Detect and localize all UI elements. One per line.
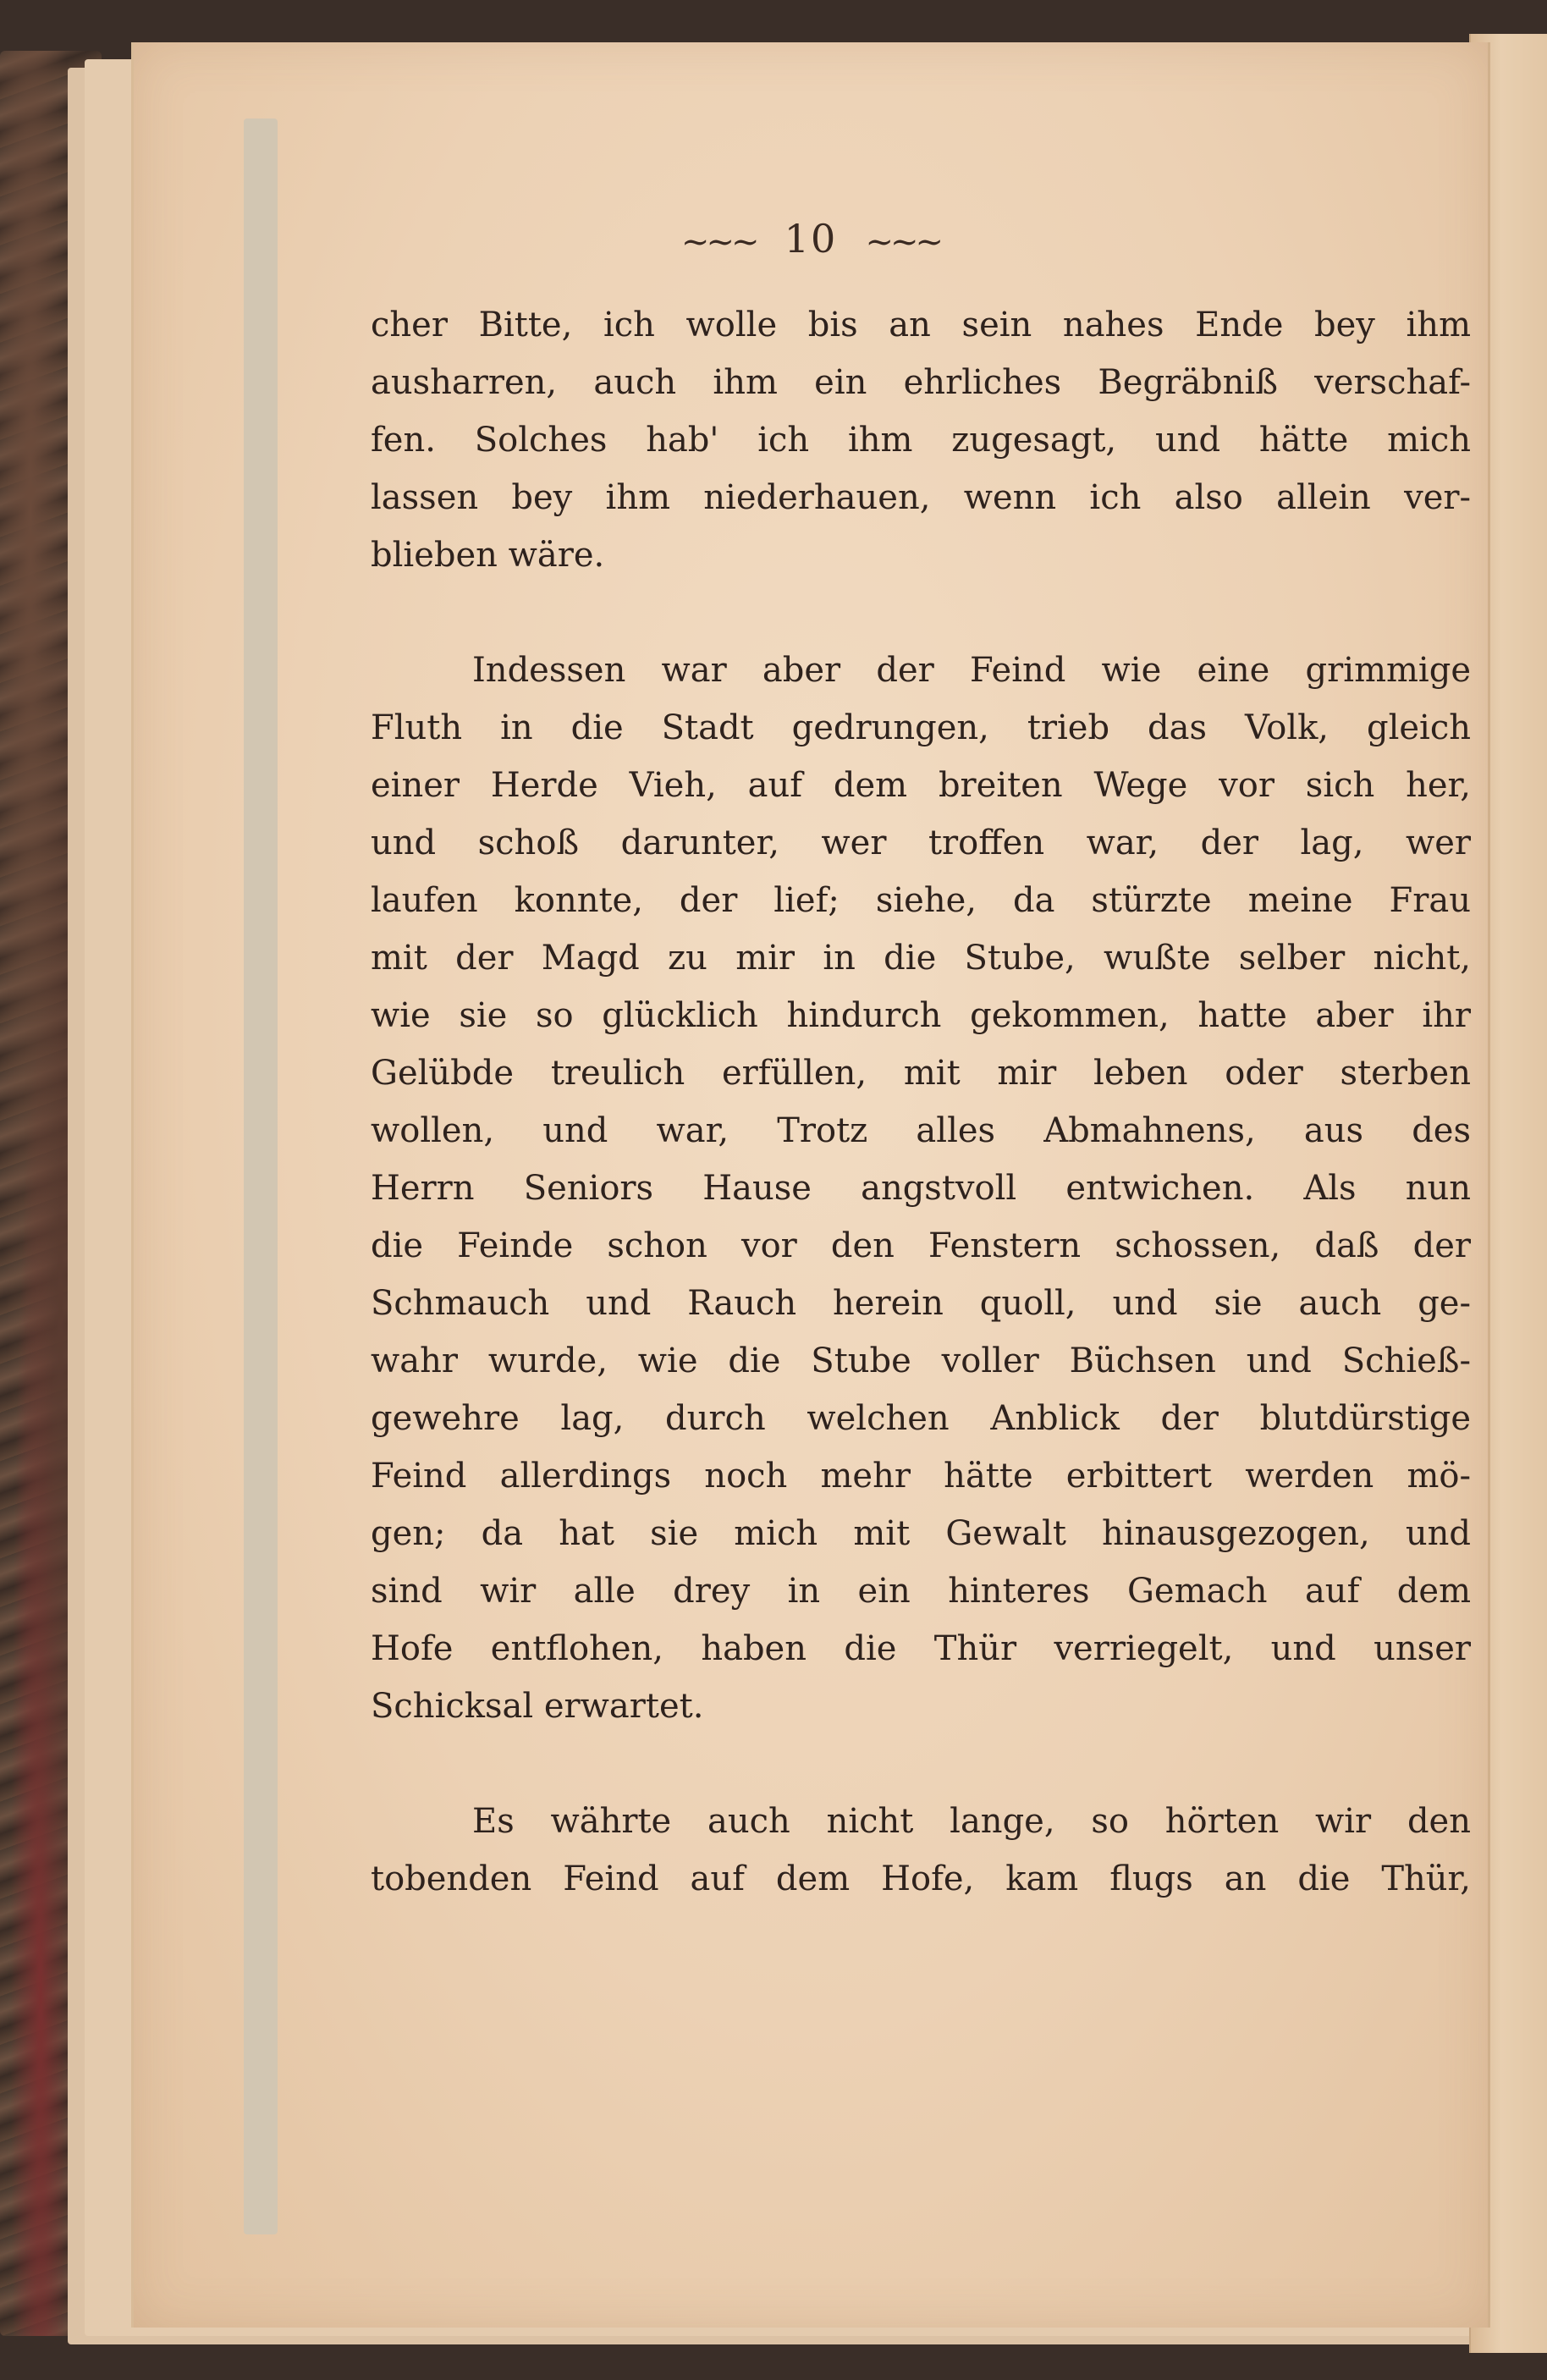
text-line: cher Bitte, ich wolle bis an sein nahes Ende bey ihm [371, 306, 1471, 344]
header-ornament-left: ~~~ [680, 223, 757, 262]
text-line: Fluth in die Stadt gedrungen, trieb das Volk, gleich [371, 708, 1471, 747]
text-line: wollen, und war, Trotz alles Abmahnens, aus des [371, 1111, 1471, 1150]
text-line: lassen bey ihm niederhauen, wenn ich also allein ver- [371, 478, 1471, 517]
text-line: Gelübde treulich erfüllen, mit mir leben oder sterben [371, 1054, 1471, 1093]
page-body-text [371, 296, 1471, 1908]
text-line: ausharren, auch ihm ein ehrliches Begräbniß verschaf- [371, 363, 1471, 402]
text-line: Indessen war aber der Feind wie eine grimmige [472, 651, 1471, 690]
text-line: Herrn Seniors Hause angstvoll entwichen. Als nun [371, 1169, 1471, 1208]
text-line: gewehre lag, durch welchen Anblick der blutdürstige [371, 1399, 1471, 1438]
text-line: laufen konnte, der lief; siehe, da stürzte meine Frau [371, 881, 1471, 920]
text-line: Feind allerdings noch mehr hätte erbittert werden mö- [371, 1457, 1471, 1496]
text-line: fen. Solches hab' ich ihm zugesagt, und hätte mich [371, 421, 1471, 460]
paragraph-gap [371, 1735, 1471, 1793]
paragraph-gap [371, 584, 1471, 642]
text-line: sind wir alle drey in ein hinteres Gemach auf dem [371, 1572, 1471, 1611]
text-line: Schicksal erwartet. [371, 1687, 704, 1726]
text-line: wahr wurde, wie die Stube voller Büchsen und Schieß- [371, 1342, 1471, 1380]
page-header [134, 216, 1488, 262]
book-page [131, 42, 1490, 2328]
text-line: Hofe entflohen, haben die Thür verriegelt, und unser [371, 1629, 1471, 1668]
text-line: tobenden Feind auf dem Hofe, kam flugs an die Thür, [371, 1859, 1471, 1898]
text-line: einer Herde Vieh, auf dem breiten Wege vor sich her, [371, 766, 1471, 805]
text-line: die Feinde schon vor den Fenstern schossen, daß der [371, 1226, 1471, 1265]
page-number: 10 [784, 216, 838, 262]
text-line: gen; da hat sie mich mit Gewalt hinausgezogen, und [371, 1514, 1471, 1553]
gutter-shadow [244, 118, 278, 2234]
text-line: und schoß darunter, wer troffen war, der lag, wer [371, 824, 1471, 862]
text-line: Es währte auch nicht lange, so hörten wir den [472, 1802, 1471, 1841]
text-line: wie sie so glücklich hindurch gekommen, hatte aber ihr [371, 996, 1471, 1035]
header-ornament-right: ~~~ [865, 223, 941, 262]
text-line: Schmauch und Rauch herein quoll, und sie auch ge- [371, 1284, 1471, 1323]
text-line: blieben wäre. [371, 536, 605, 575]
text-line: mit der Magd zu mir in die Stube, wußte selber nicht, [371, 939, 1471, 978]
